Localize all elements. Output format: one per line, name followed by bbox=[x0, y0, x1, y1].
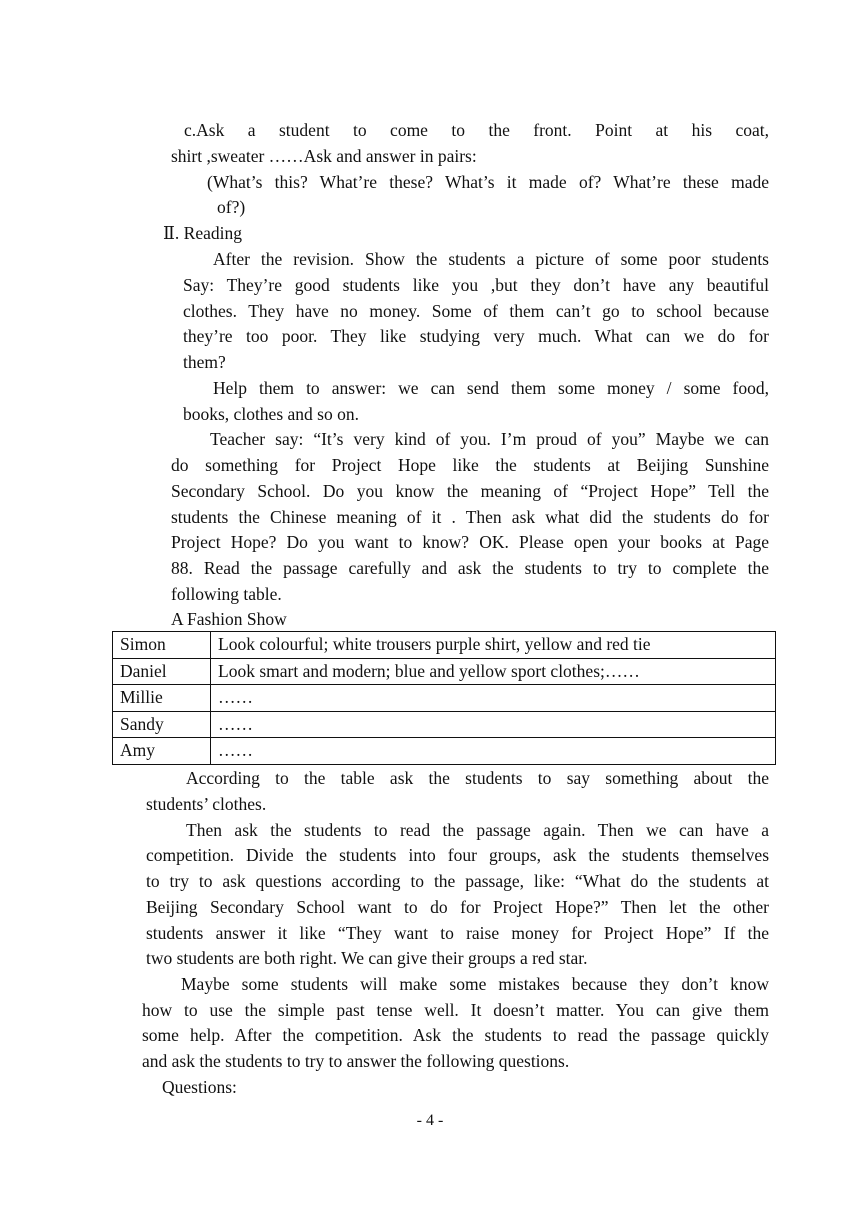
text-line: (What’s this? What’re these? What’s it made of? What’re these made bbox=[207, 172, 769, 192]
text-line: them? bbox=[183, 352, 226, 372]
text-line: shirt ,sweater ……Ask and answer in pairs: bbox=[171, 146, 477, 166]
text-line: Secondary School. Do you know the meaning of “Project Hope” Tell the bbox=[171, 481, 769, 501]
table-row bbox=[113, 711, 776, 738]
text-line: following table. bbox=[171, 584, 282, 604]
table-cell-name: Amy bbox=[113, 738, 211, 765]
text-line: students’ clothes. bbox=[146, 794, 267, 814]
table-cell-description: …… bbox=[211, 711, 776, 738]
text-line: Help them to answer: we can send them some money / some food, bbox=[213, 378, 769, 398]
text-line: and ask the students to try to answer the following questions. bbox=[142, 1051, 570, 1071]
table-cell-name: Millie bbox=[113, 685, 211, 712]
text-line: do something for Project Hope like the students at Beijing Sunshine bbox=[171, 455, 769, 475]
text-line: competition. Divide the students into four groups, ask the students themselves bbox=[146, 845, 769, 865]
text-line: books, clothes and so on. bbox=[183, 404, 359, 424]
text-line: Say: They’re good students like you ,but they don’t have any beautiful bbox=[183, 275, 769, 295]
text-line: of?) bbox=[217, 197, 246, 217]
table-row bbox=[113, 738, 776, 765]
table-row bbox=[113, 658, 776, 685]
text-line: how to use the simple past tense well. It doesn’t matter. You can give them bbox=[142, 1000, 769, 1020]
table-cell-description: Look colourful; white trousers purple shirt, yellow and red tie bbox=[211, 632, 776, 659]
text-line: to try to ask questions according to the passage, like: “What do the students at bbox=[146, 871, 769, 891]
page-number: - 4 - bbox=[416, 1112, 444, 1129]
section-heading: Ⅱ. Reading bbox=[163, 223, 242, 243]
text-line: Project Hope? Do you want to know? OK. Please open your books at Page bbox=[171, 532, 769, 552]
table-cell-description: …… bbox=[211, 738, 776, 765]
text-line: According to the table ask the students to say something about the bbox=[186, 768, 769, 788]
table-cell-name: Simon bbox=[113, 632, 211, 659]
text-line: two students are both right. We can give their groups a red star. bbox=[146, 948, 588, 968]
questions-heading: Questions: bbox=[162, 1077, 237, 1097]
table-caption: A Fashion Show bbox=[171, 609, 287, 629]
text-line: they’re too poor. They like studying very much. What can we do for bbox=[183, 326, 769, 346]
table-cell-name: Sandy bbox=[113, 711, 211, 738]
table-cell-name: Daniel bbox=[113, 658, 211, 685]
fashion-show-table bbox=[112, 631, 776, 765]
text-line: After the revision. Show the students a picture of some poor students bbox=[213, 249, 769, 269]
text-line: some help. After the competition. Ask the students to read the passage quickly bbox=[142, 1025, 769, 1045]
table-cell-description: Look smart and modern; blue and yellow sport clothes;…… bbox=[211, 658, 776, 685]
text-line: Then ask the students to read the passage again. Then we can have a bbox=[186, 820, 769, 840]
text-line: c.Ask a student to come to the front. Point at his coat, bbox=[184, 120, 769, 140]
table-row bbox=[113, 685, 776, 712]
text-line: Beijing Secondary School want to do for Project Hope?” Then let the other bbox=[146, 897, 769, 917]
table-row bbox=[113, 632, 776, 659]
table-cell-description: …… bbox=[211, 685, 776, 712]
text-line: 88. Read the passage carefully and ask the students to try to complete the bbox=[171, 558, 769, 578]
text-line: students answer it like “They want to raise money for Project Hope” If the bbox=[146, 923, 769, 943]
text-line: Teacher say: “It’s very kind of you. I’m proud of you” Maybe we can bbox=[210, 429, 769, 449]
text-line: clothes. They have no money. Some of them can’t go to school because bbox=[183, 301, 769, 321]
text-line: Maybe some students will make some mistakes because they don’t know bbox=[181, 974, 769, 994]
text-line: students the Chinese meaning of it . Then ask what did the students do for bbox=[171, 507, 769, 527]
